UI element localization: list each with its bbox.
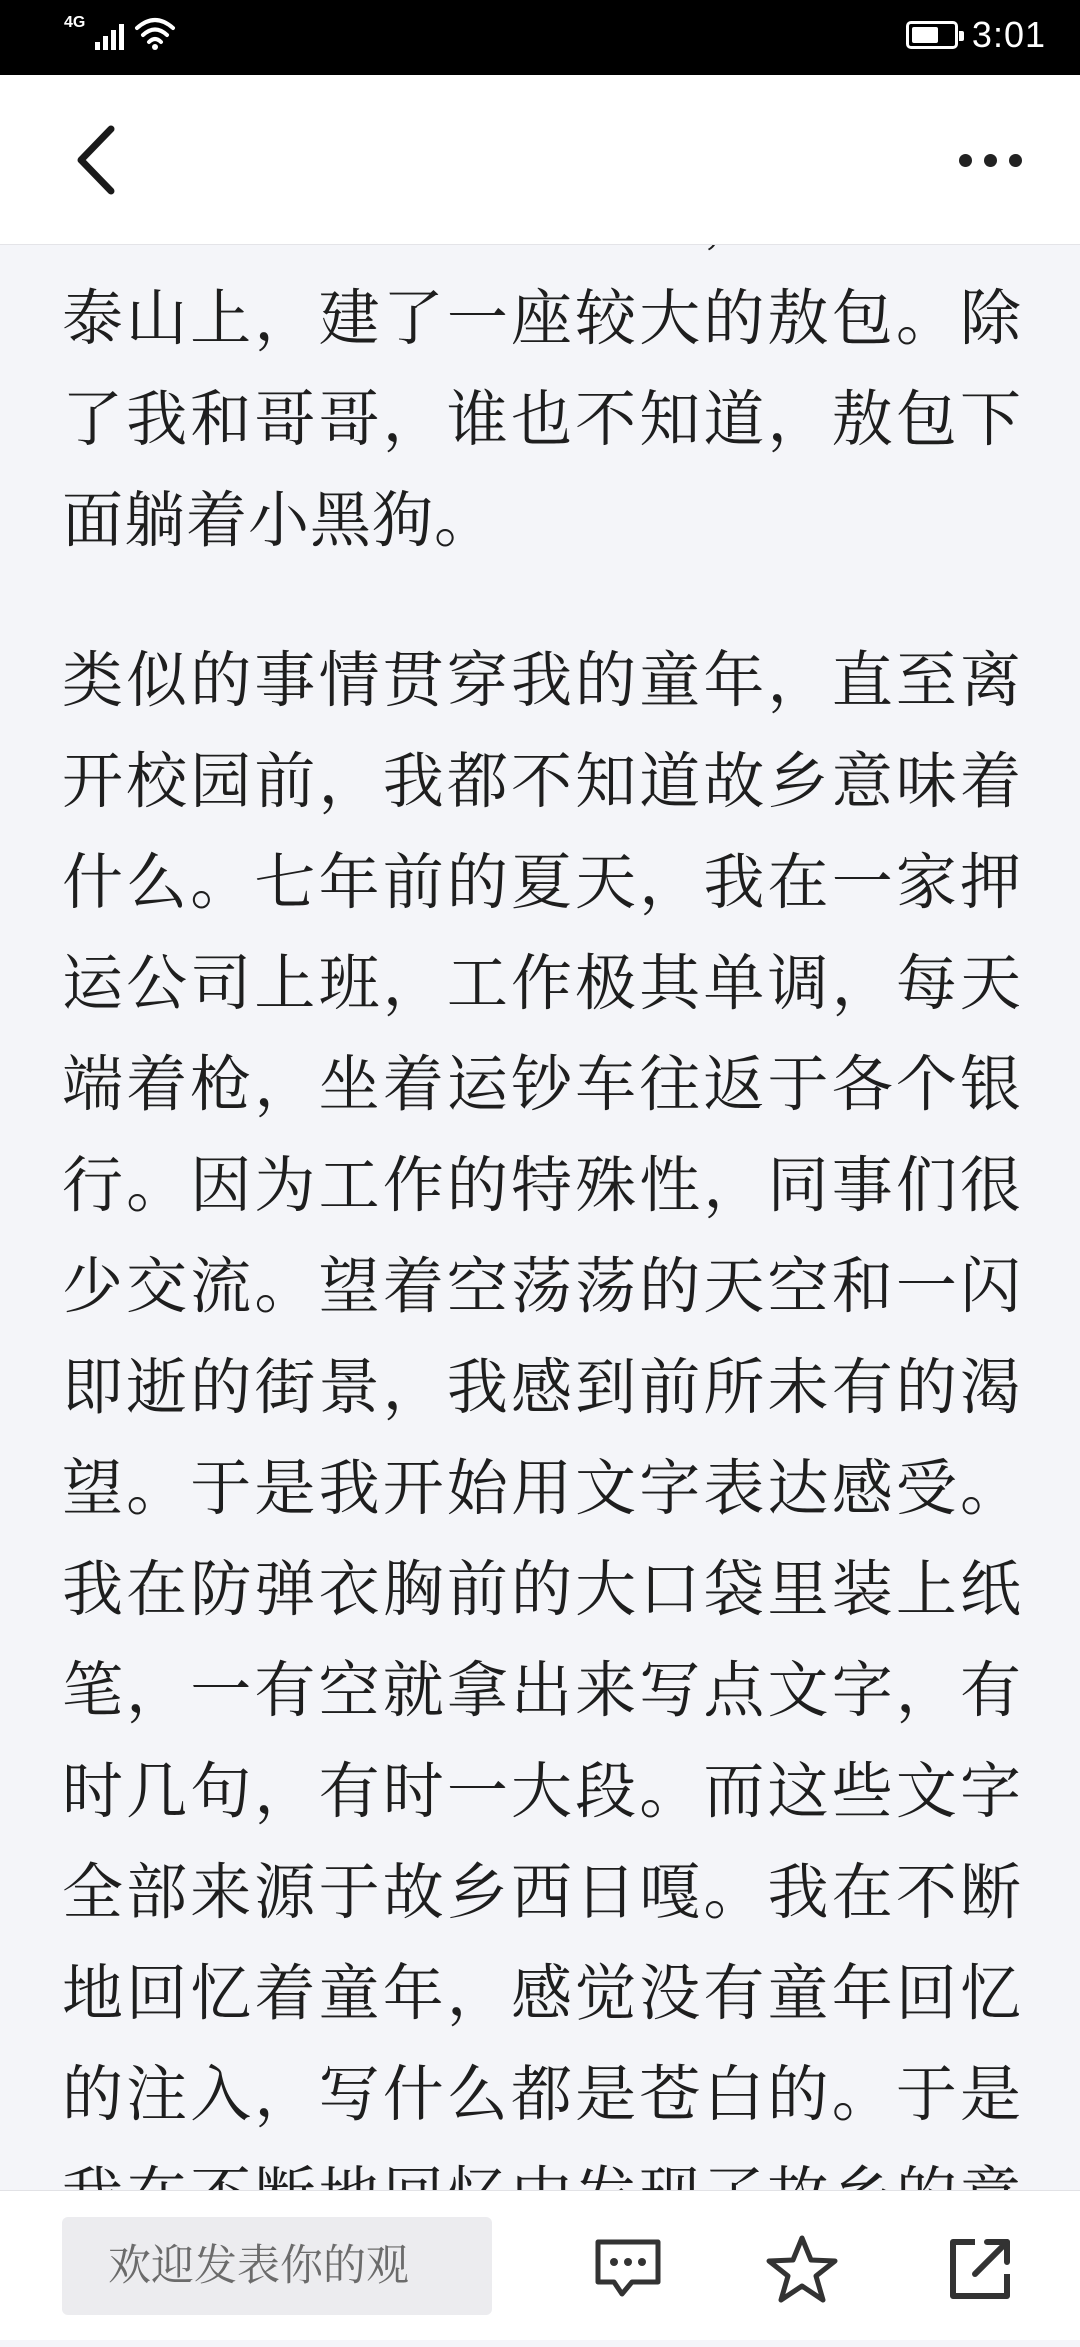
more-dots-icon (959, 154, 972, 167)
top-nav (0, 75, 1080, 245)
network-type: 4G (64, 14, 86, 31)
battery-level (912, 27, 938, 43)
wifi-icon (134, 16, 176, 50)
more-dot (1009, 154, 1022, 167)
more-options-button[interactable] (950, 130, 1030, 190)
status-bar (0, 0, 1080, 75)
clock: 3:01 (971, 14, 1046, 55)
bottom-action-bar (0, 2190, 1080, 2340)
share-icon (945, 2234, 1015, 2304)
favorite-button[interactable] (762, 2229, 842, 2309)
share-button[interactable] (940, 2229, 1020, 2309)
article-body[interactable] (0, 245, 1080, 2190)
article-content (62, 167, 1022, 2347)
back-arrow-icon (73, 125, 117, 195)
comment-input[interactable] (62, 2217, 492, 2315)
status-right (906, 14, 1046, 56)
comments-button[interactable] (588, 2229, 668, 2309)
battery-icon (906, 21, 958, 49)
back-button[interactable] (60, 120, 130, 200)
star-icon (764, 2233, 840, 2305)
article-paragraph: 类似的事情贯穿我的童年，直至离开校园前，我都不知道故乡意味着什么。七年前的夏天，我在一家押运公司上班，工作极其单调，每天端着枪，坐着运钞车往返于各个银行。因为工作的特殊性，同事们很少交流。望着空荡荡的天空和一闪即逝的街景，我感到前所未有的渴望。于是我开始用文字表达感受。我在防弹衣胸前的大口袋里装上纸笔，一有空就拿出来写点文字，有时几句，有时一大段。而这些文字全部来源于故乡西日嘎。我在不断地回忆着童年，感觉没有童年回忆的注入，写什么都是苍白的。于是 (62, 645, 1022, 2130)
article-paragraph: 泰山上，建了一座较大的敖包。除了我和哥哥，谁也不知道，敖包下面躺着小黑狗。 (62, 283, 1022, 556)
status-left (64, 16, 176, 50)
signal-strength-icon (95, 20, 124, 50)
comment-bubble-icon (592, 2236, 664, 2302)
more-dot (984, 154, 997, 167)
